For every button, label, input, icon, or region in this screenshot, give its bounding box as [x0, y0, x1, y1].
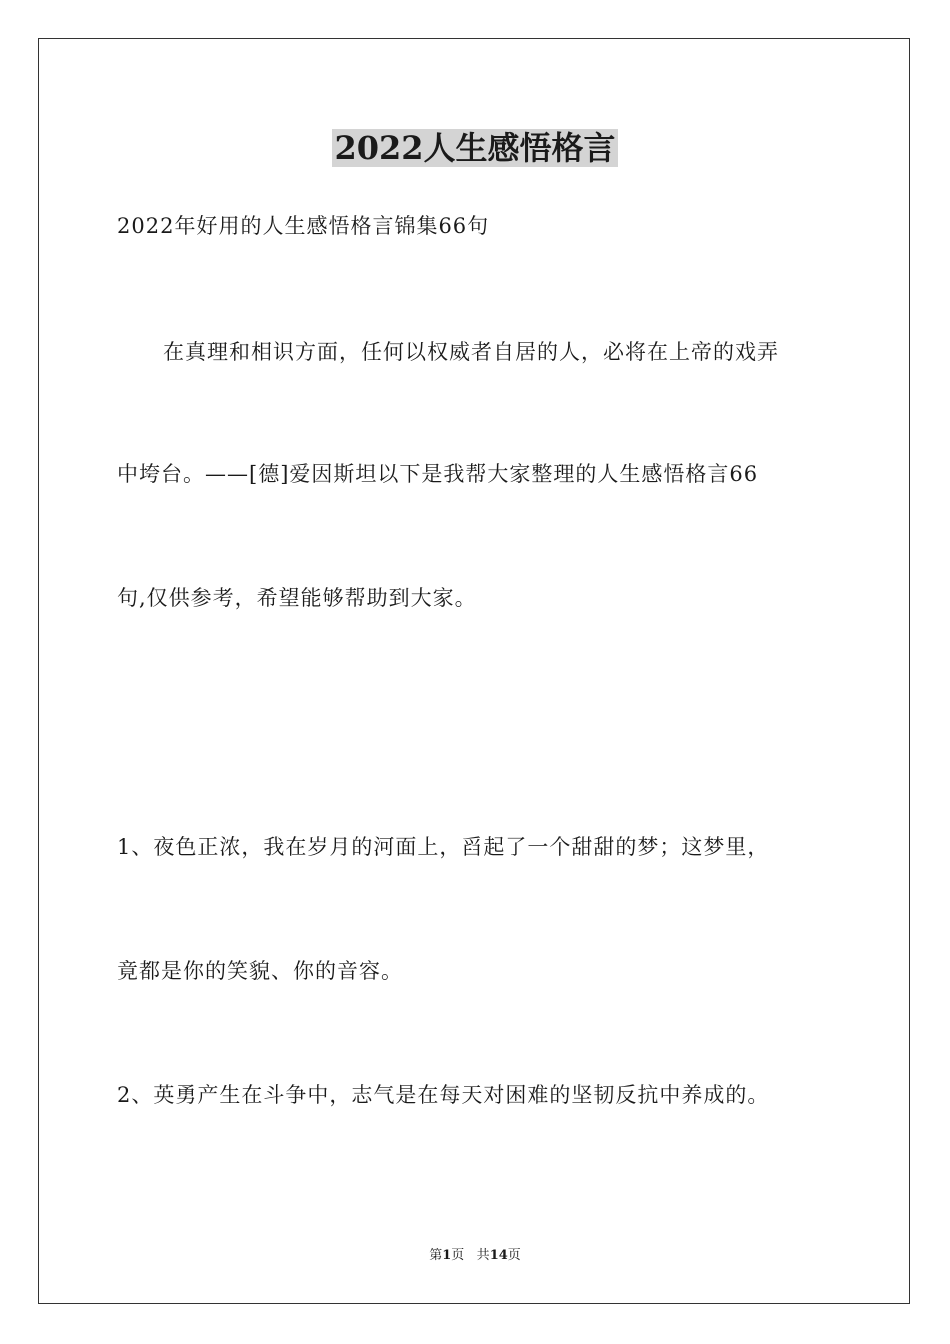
item-1-line-1: 1、夜色正浓，我在岁月的河面上，舀起了一个甜甜的梦；这梦里，	[117, 835, 770, 859]
document-title	[0, 128, 950, 168]
document-title-text: 2022人生感悟格言	[334, 129, 616, 167]
footer-total-suffix: 页	[507, 1248, 521, 1263]
footer-page-prefix: 第	[429, 1248, 443, 1263]
intro-line-2: 中垮台。——[德]爱因斯坦以下是我帮大家整理的人生感悟格言66	[117, 462, 759, 486]
page-footer	[0, 1247, 950, 1265]
item-1-line-2: 竟都是你的笑貌、你的音容。	[117, 959, 403, 983]
item-2-line-1: 2、英勇产生在斗争中，志气是在每天对困难的坚韧反抗中养成的。	[117, 1083, 770, 1107]
footer-page-suffix: 页	[451, 1248, 465, 1263]
document-subtitle: 2022年好用的人生感悟格言锦集66句	[117, 214, 490, 238]
intro-line-1: 在真理和相识方面，任何以权威者自居的人，必将在上帝的戏弄	[163, 340, 779, 364]
footer-page-number: 1	[442, 1248, 452, 1263]
intro-line-3: 句,仅供参考，希望能够帮助到大家。	[117, 586, 477, 610]
footer-total-pages: 14	[489, 1248, 508, 1263]
footer-total-prefix: 共	[476, 1248, 490, 1263]
